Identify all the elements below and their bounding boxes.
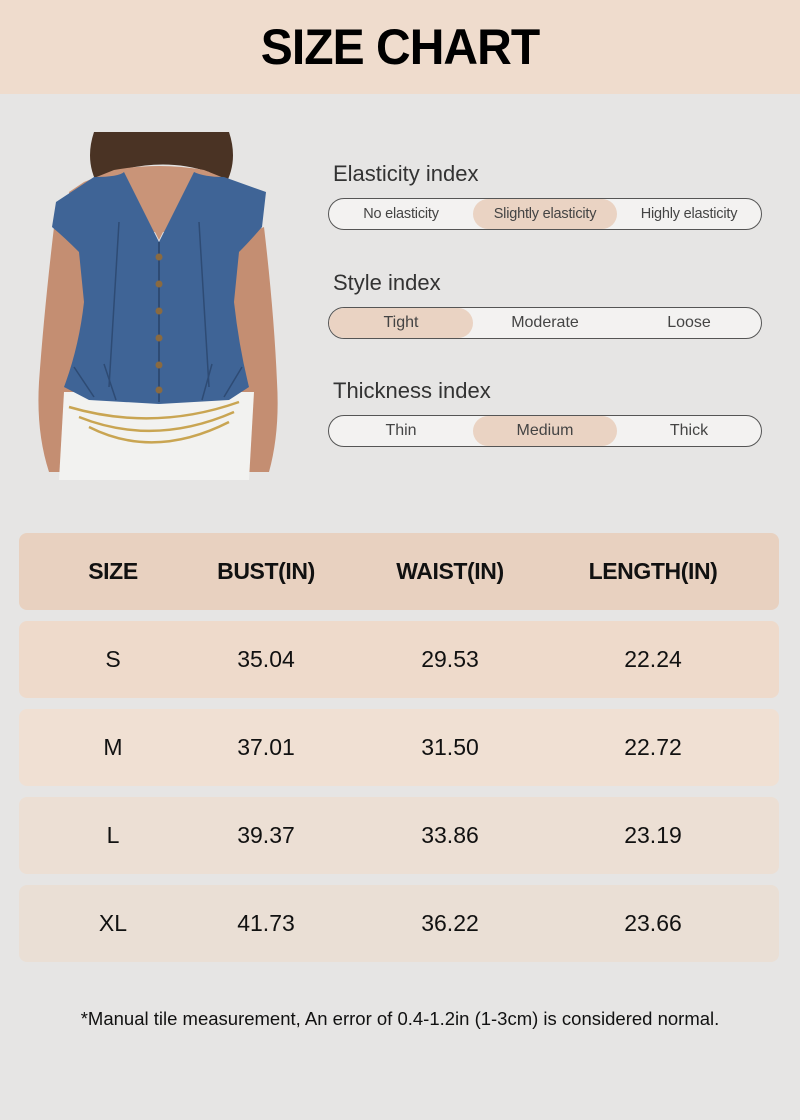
elasticity-option-none: No elasticity (363, 206, 439, 222)
elasticity-option-slight: Slightly elasticity (473, 199, 617, 229)
style-option-moderate: Moderate (511, 314, 579, 331)
style-scale (328, 307, 762, 339)
thickness-option-medium: Medium (473, 416, 617, 446)
product-photo (34, 132, 284, 480)
size-cell: S (105, 646, 121, 672)
table-row (19, 797, 779, 874)
style-option-loose: Loose (667, 314, 711, 331)
measurement-footnote: *Manual tile measurement, An error of 0.4-1.2in (1-3cm) is considered normal. (80, 1008, 720, 1029)
length-cell: 23.66 (624, 910, 682, 936)
size-cell: XL (98, 910, 128, 936)
elasticity-option-high: Highly elasticity (640, 206, 738, 222)
elasticity-index (328, 158, 762, 230)
waist-cell: 29.53 (421, 646, 479, 672)
waist-cell: 36.22 (421, 910, 479, 936)
thickness-index-title: Thickness index (333, 378, 491, 403)
style-index-title: Style index (333, 270, 441, 295)
bust-cell: 39.37 (237, 822, 295, 848)
header-waist: WAIST(IN) (396, 558, 504, 584)
elasticity-scale (328, 198, 762, 230)
bust-cell: 37.01 (237, 734, 295, 760)
table-row (19, 621, 779, 698)
thickness-option-thin: Thin (385, 422, 417, 439)
thickness-scale (328, 415, 762, 447)
waist-cell: 33.86 (421, 822, 479, 848)
page-title: SIZE CHART (260, 19, 540, 75)
elasticity-index-title: Elasticity index (333, 161, 479, 186)
header-banner (0, 0, 800, 94)
header-length: LENGTH(IN) (588, 558, 718, 584)
thickness-option-thick: Thick (669, 422, 709, 439)
table-row (19, 885, 779, 962)
length-cell: 23.19 (624, 822, 682, 848)
size-cell: L (106, 822, 120, 848)
length-cell: 22.24 (624, 646, 682, 672)
table-header-row (19, 533, 779, 610)
header-size: SIZE (88, 558, 138, 584)
size-cell: M (103, 734, 123, 760)
bust-cell: 35.04 (237, 646, 295, 672)
style-index (328, 267, 762, 339)
header-bust: BUST(IN) (217, 558, 315, 584)
table-row (19, 709, 779, 786)
waist-cell: 31.50 (421, 734, 479, 760)
bust-cell: 41.73 (237, 910, 295, 936)
length-cell: 22.72 (624, 734, 682, 760)
thickness-index (328, 375, 762, 447)
style-option-tight: Tight (329, 308, 473, 338)
